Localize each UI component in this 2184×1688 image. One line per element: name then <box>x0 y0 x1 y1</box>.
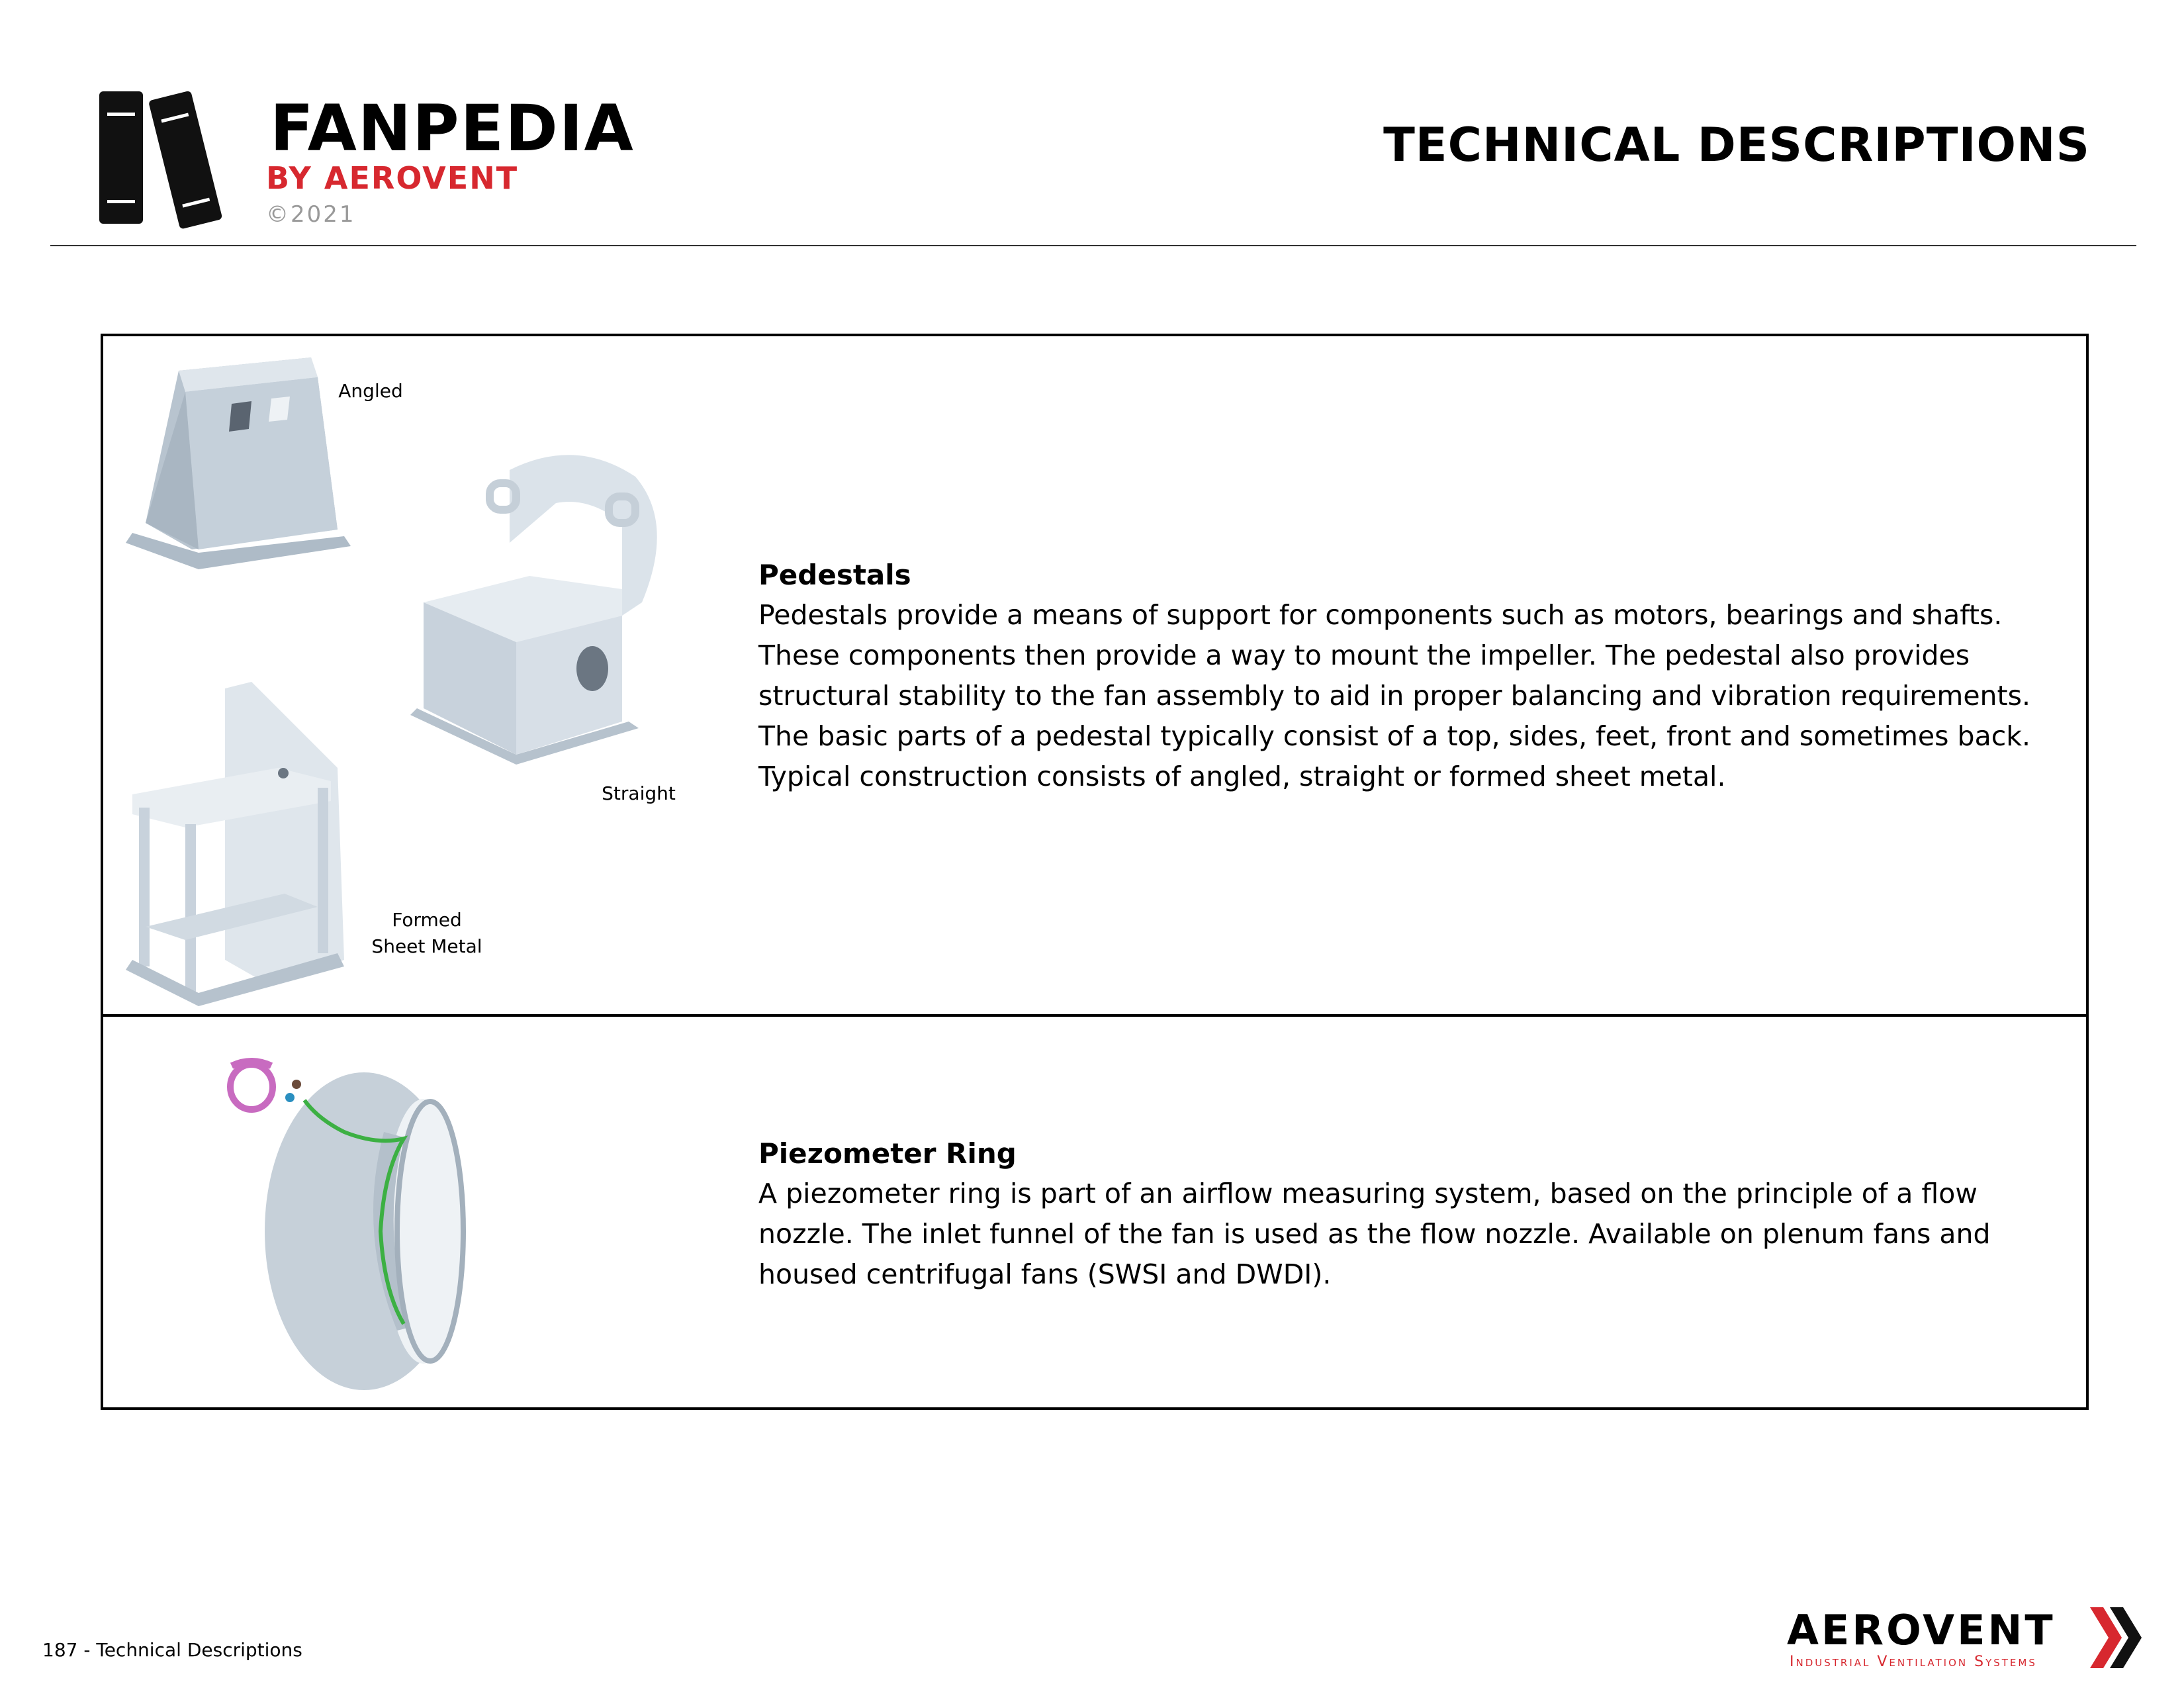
page-footer-label: 187 - Technical Descriptions <box>42 1639 302 1661</box>
footer-brand: AEROVENT <box>1787 1606 2056 1654</box>
caption-formed-line2: Sheet Metal <box>371 935 482 957</box>
section-body: A piezometer ring is part of an airflow measuring system, based on the principle of a flow nozzle. The inlet funnel of the fan is used as the flow nozzle. Available on plenum fans and housed centrifugal fans (SWSI and DWDI). <box>758 1178 1991 1290</box>
caption-formed-line1: Formed <box>392 909 462 931</box>
section-pedestals <box>758 559 2075 797</box>
caption-angled: Angled <box>338 380 403 402</box>
formed-pedestal-image <box>119 675 357 1006</box>
brand-byline: BY AEROVENT <box>266 160 519 196</box>
aerovent-logo <box>1787 1606 2144 1672</box>
footer-tagline: Industrial Ventilation Systems <box>1790 1654 2037 1670</box>
books-icon <box>97 83 242 229</box>
row-divider <box>101 1014 2089 1017</box>
section-piezometer <box>758 1137 2075 1295</box>
section-title: Pedestals <box>758 559 911 591</box>
section-title: Piezometer Ring <box>758 1137 1017 1170</box>
page-title: TECHNICAL DESCRIPTIONS <box>1383 118 2090 172</box>
caption-formed <box>344 907 510 960</box>
header-divider <box>50 245 2136 246</box>
angled-pedestal-image <box>119 351 357 609</box>
straight-pedestal-image <box>410 444 688 788</box>
fanpedia-logo <box>97 78 679 237</box>
chevron-right-icon <box>2090 1607 2144 1668</box>
copyright: ©2021 <box>266 201 356 228</box>
piezometer-ring-image <box>205 1039 549 1390</box>
caption-straight: Straight <box>602 782 676 804</box>
brand-name: FANPEDIA <box>270 91 635 165</box>
section-body: Pedestals provide a means of support for components such as motors, bearings and shafts. These components then provide a way to mount the impeller. The pedestal also provides structural stability to the fan assembly to aid in proper balancing and vibration requirements. The basic parts of a pedestal typically consist of a top, sides, feet, front and sometimes back. Typical construction consists of angled, straight or formed sheet metal. <box>758 599 2031 792</box>
